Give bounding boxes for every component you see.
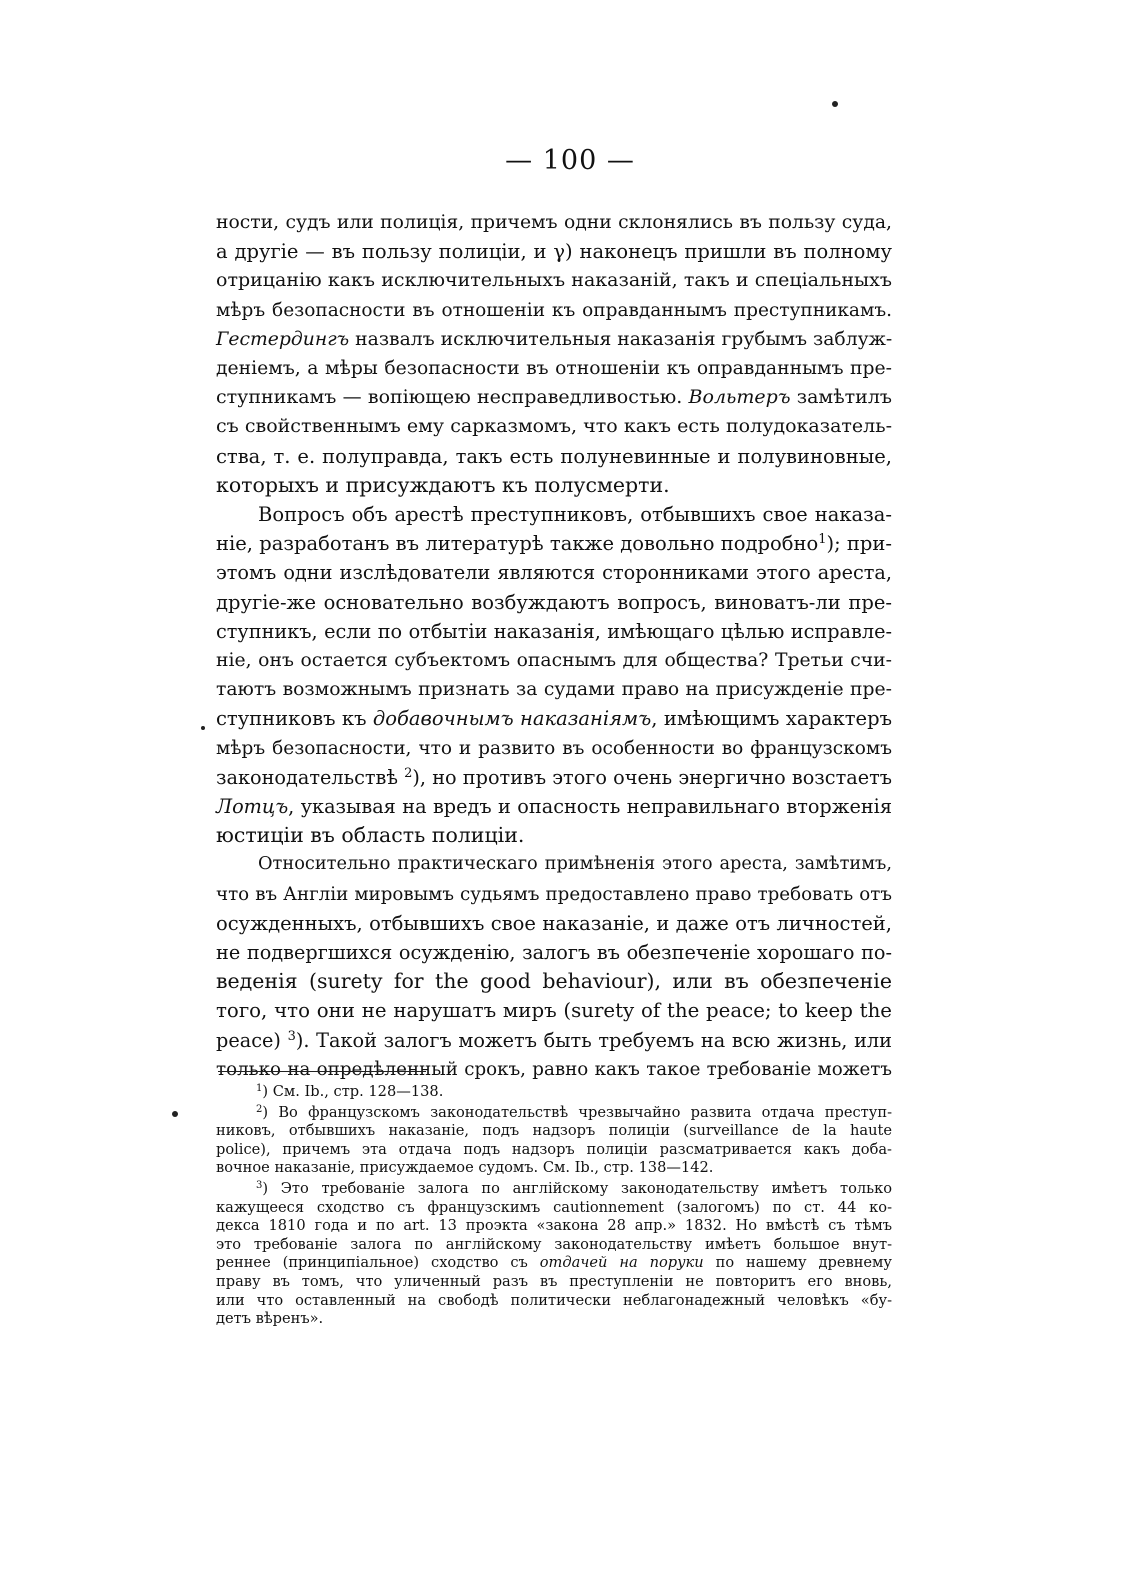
text-fragment: ); при- [826,532,892,556]
text-line: другіе-же основательно возбуждаютъ вопросъ, виноватъ-ли пре- [216,590,892,614]
text-line [216,383,892,412]
text-line: осужденныхъ, отбывшихъ свое наказаніе, и даже отъ личностей, [216,911,892,935]
text-line: ства, т. е. полуправда, такъ есть полуневинные и полувиновные, [216,444,892,468]
paragraph-2 [216,500,892,850]
text-fragment: ). Такой залогъ можетъ быть требуемъ на всю жизнь, или [295,1028,892,1052]
text-line: кажущееся сходство съ французскимъ cautionnement (залогомъ) по ст. 44 ко- [216,1198,892,1216]
text-fragment: peace) [216,1028,288,1052]
footnote-2 [216,1104,892,1178]
text-line: мѣръ безопасности, что и развито въ особенности во французскомъ [216,737,892,759]
text-line: юстиціи въ область полиціи. [216,823,525,848]
text-line: это требованіе залога по англійскому законодательству имѣетъ большое внут- [216,1235,892,1253]
italic-term: добавочнымъ наказаніямъ [372,707,652,731]
scan-speck [832,101,838,107]
text-fragment: по нашему древнему [703,1254,892,1272]
text-line [216,792,892,821]
scan-speck [201,726,205,730]
text-line: только на опредѣленный срокъ, равно какъ такое требованіе можетъ [216,1058,892,1080]
main-text [216,208,892,1084]
text-fragment: , указывая на вредъ и опасность неправильнаго вторженія [288,795,892,819]
text-line [216,1083,892,1102]
text-fragment: ) См. Ib., стр. 128—138. [262,1083,444,1100]
footnote-mark: 1 [256,1083,263,1094]
footnote-1 [216,1083,892,1102]
text-line [216,529,892,558]
text-fragment: ніе, разработанъ въ литературѣ также довольно подробно [216,532,819,556]
text-line [216,1104,892,1123]
text-line: этомъ одни изслѣдователи являются сторонниками этого ареста, [216,561,892,585]
text-line: police), причемъ эта отдача подъ надзоръ полиціи разсматривается какъ доба- [216,1140,892,1158]
footnote-divider [218,1071,426,1072]
text-line: мѣръ безопасности въ отношеніи къ оправданнымъ преступникамъ. [216,299,892,321]
author-name-gesterding: Гестердингъ [216,328,350,350]
text-line: не подвергшихся осужденію, залогъ въ обезпеченіе хорошаго по- [216,941,892,965]
author-name-voltaire: Вольтеръ [688,386,791,409]
text-fragment: ) Это требованіе залога по англійскому законодательству имѣетъ только [262,1179,892,1197]
text-line [216,1180,892,1199]
text-line: которыхъ и присуждаютъ къ полусмерти. [216,472,670,497]
text-line: деніемъ, а мѣры безопасности въ отношеніи къ оправданнымъ пре- [216,358,892,380]
text-line: детъ вѣренъ». [216,1310,324,1328]
text-line [216,1254,892,1273]
text-fragment: реннее (принципіальное) сходство съ [216,1254,540,1272]
text-line: съ свойственнымъ ему сарказмомъ, что какъ есть полудоказатель- [216,415,892,438]
text-fragment: ), но противъ этого очень энергично возстаетъ [412,765,892,789]
footnotes [216,1083,892,1331]
italic-term: отдачей на поруки [539,1254,704,1272]
text-line: декса 1810 года и по art. 13 проэкта «закона 28 апр.» 1832. Но вмѣстѣ съ тѣмъ [216,1217,892,1235]
footnote-ref-3[interactable]: 3 [287,1028,296,1044]
text-fragment: законодательствѣ [216,765,405,789]
scan-speck [172,1111,178,1117]
footnote-mark: 3 [256,1179,263,1191]
text-line [216,1026,892,1055]
text-fragment: замѣтилъ [790,386,892,409]
text-line: ступникъ, если по отбытіи наказанія, имѣющаго цѣлью исправле- [216,619,892,643]
text-line: праву въ томъ, что уличенный разъ въ преступленіи не повторитъ его вновь, [216,1272,892,1290]
text-fragment: ) Во французскомъ законодательствѣ чрезвычайно развита отдача преступ- [262,1103,892,1121]
text-line: Вопросъ объ арестѣ преступниковъ, отбывшихъ свое наказа- [258,503,892,527]
text-fragment: , имѣющимъ характеръ [651,707,892,731]
text-line: или что оставленный на свободѣ политически неблагонадежный человѣкъ «бу- [216,1291,892,1309]
text-line: что въ Англіи мировымъ судьямъ предоставлено право требовать отъ [216,883,892,905]
text-line [216,763,892,792]
text-line: ніе, онъ остается субъектомъ опаснымъ для общества? Третьи счи- [216,650,892,672]
text-line: веденія (surety for the good behaviour), или въ обезпеченіе [216,969,892,994]
text-line: Относительно практическаго примѣненія этого ареста, замѣтимъ, [258,854,892,875]
page-number: — 100 — [505,145,635,176]
text-line [216,325,892,354]
footnote-ref-2[interactable]: 2 [404,765,413,781]
paragraph-1 [216,208,892,500]
footnote-3 [216,1180,892,1329]
text-line: отрицанію какъ исключительныхъ наказаній, такъ и спеціальныхъ [216,269,892,292]
text-line: ности, судъ или полиція, причемъ одни склонялись въ пользу суда, [216,212,892,233]
text-fragment: ступникамъ — вопіющею несправедливостью. [216,386,689,409]
text-line: а другіе — въ пользу полиціи, и γ) наконецъ пришли въ полному [216,240,892,264]
text-line: того, что они не нарушатъ миръ (surety of the peace; to keep the [216,999,892,1023]
footnote-ref-1[interactable]: 1 [818,532,827,548]
text-line [216,704,892,733]
text-line: вочное наказаніе, присуждаемое судомъ. См. Ib., стр. 138—142. [216,1159,714,1177]
text-line: таютъ возможнымъ признать за судами право на присужденіе пре- [216,679,892,701]
text-fragment: назвалъ исключительныя наказанія грубымъ заблуж- [349,328,893,350]
text-fragment: ступниковъ къ [216,707,373,731]
paragraph-3 [216,850,892,1084]
footnote-mark: 2 [256,1103,263,1115]
text-line: никовъ, отбывшихъ наказаніе, подъ надзоръ полиціи (surveillance de la haute [216,1122,892,1140]
author-name-lotz: Лотцъ [216,795,289,819]
